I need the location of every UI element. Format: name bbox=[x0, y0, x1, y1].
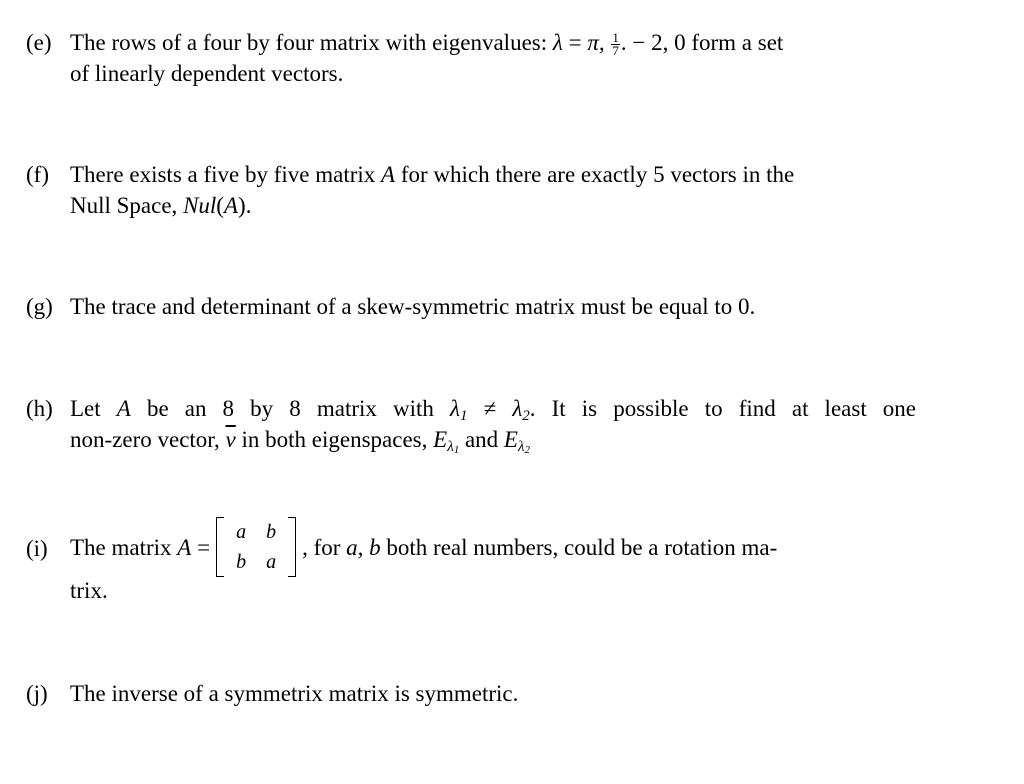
text: . − 2, 0 form a set bbox=[620, 30, 784, 55]
question-item-e bbox=[26, 27, 916, 89]
math-eigenspace-1: $E_{\lambda_1}$ bbox=[433, 427, 460, 456]
math-paren: ( bbox=[216, 193, 224, 218]
math-A: A bbox=[177, 534, 192, 560]
text: , for bbox=[302, 534, 341, 560]
math-vector-v: $\overline{v}$ bbox=[225, 427, 236, 452]
matrix-entry: a bbox=[266, 551, 277, 573]
item-label: (j) bbox=[26, 681, 48, 706]
text: There exists a five by five matrix bbox=[70, 162, 376, 187]
text: be an 8 by 8 matrix with bbox=[146, 396, 434, 421]
left-bracket bbox=[216, 517, 224, 577]
math-A: A bbox=[381, 162, 396, 187]
item-text bbox=[70, 27, 916, 89]
math-A: A bbox=[116, 396, 131, 421]
text: . It is possible to find at least one bbox=[529, 396, 916, 421]
text: Null Space, bbox=[70, 193, 178, 218]
fraction-numerator: 1 bbox=[612, 30, 619, 46]
math-lambda-1: $\lambda_1$ bbox=[450, 396, 468, 424]
text: The trace and determinant of a skew-symmetric matrix must be equal to 0. bbox=[70, 294, 756, 319]
math-pi: π, bbox=[587, 30, 605, 55]
text: trix. bbox=[70, 578, 108, 603]
fraction-denominator: 7 bbox=[612, 43, 619, 59]
item-text bbox=[70, 159, 916, 221]
item-label: (g) bbox=[26, 294, 53, 319]
math-fraction bbox=[611, 32, 620, 57]
matrix-entry: a bbox=[236, 521, 247, 543]
item-label: (f) bbox=[26, 162, 49, 187]
item-text bbox=[70, 291, 916, 322]
matrix-entries bbox=[224, 517, 288, 577]
item-label: (i) bbox=[26, 536, 48, 561]
item-text bbox=[70, 678, 916, 709]
text: non-zero vector, bbox=[70, 427, 220, 452]
text: for which there are exactly 5 vectors in the bbox=[400, 162, 795, 187]
math-A: A bbox=[223, 193, 239, 218]
question-item-i bbox=[26, 517, 916, 606]
matrix bbox=[216, 517, 296, 577]
item-text bbox=[70, 517, 916, 606]
text: both real numbers, could be a rotation ma- bbox=[386, 534, 778, 560]
question-item-j bbox=[26, 678, 916, 709]
matrix-entry: b bbox=[236, 551, 247, 573]
item-label: (h) bbox=[26, 396, 53, 421]
math-nul: Nul bbox=[183, 193, 217, 218]
question-item-h bbox=[26, 393, 916, 455]
text: Let bbox=[70, 396, 101, 421]
text: of linearly dependent vectors. bbox=[70, 61, 344, 86]
text: The inverse of a symmetrix matrix is symmetric. bbox=[70, 681, 519, 706]
math-equals: = bbox=[568, 30, 582, 55]
math-lambda-2: $\lambda_2$ bbox=[512, 396, 530, 424]
math-ab: a, b bbox=[346, 534, 381, 560]
right-bracket bbox=[288, 517, 296, 577]
item-text bbox=[70, 393, 916, 455]
math-not-equal: ≠ bbox=[483, 396, 497, 421]
text: in both eigenspaces, bbox=[241, 427, 428, 452]
math-equals: = bbox=[197, 534, 211, 560]
question-item-f bbox=[26, 159, 916, 221]
question-item-g bbox=[26, 291, 916, 322]
math-lambda: λ bbox=[552, 30, 563, 55]
item-label: (e) bbox=[26, 30, 52, 55]
math-paren: ). bbox=[238, 193, 252, 218]
text: The rows of a four by four matrix with eigenvalues: bbox=[70, 30, 548, 55]
matrix-entry: b bbox=[266, 521, 277, 543]
text: and bbox=[464, 427, 499, 452]
text: The matrix bbox=[70, 534, 172, 560]
math-eigenspace-2: $E_{\lambda_2}$ bbox=[503, 427, 530, 456]
